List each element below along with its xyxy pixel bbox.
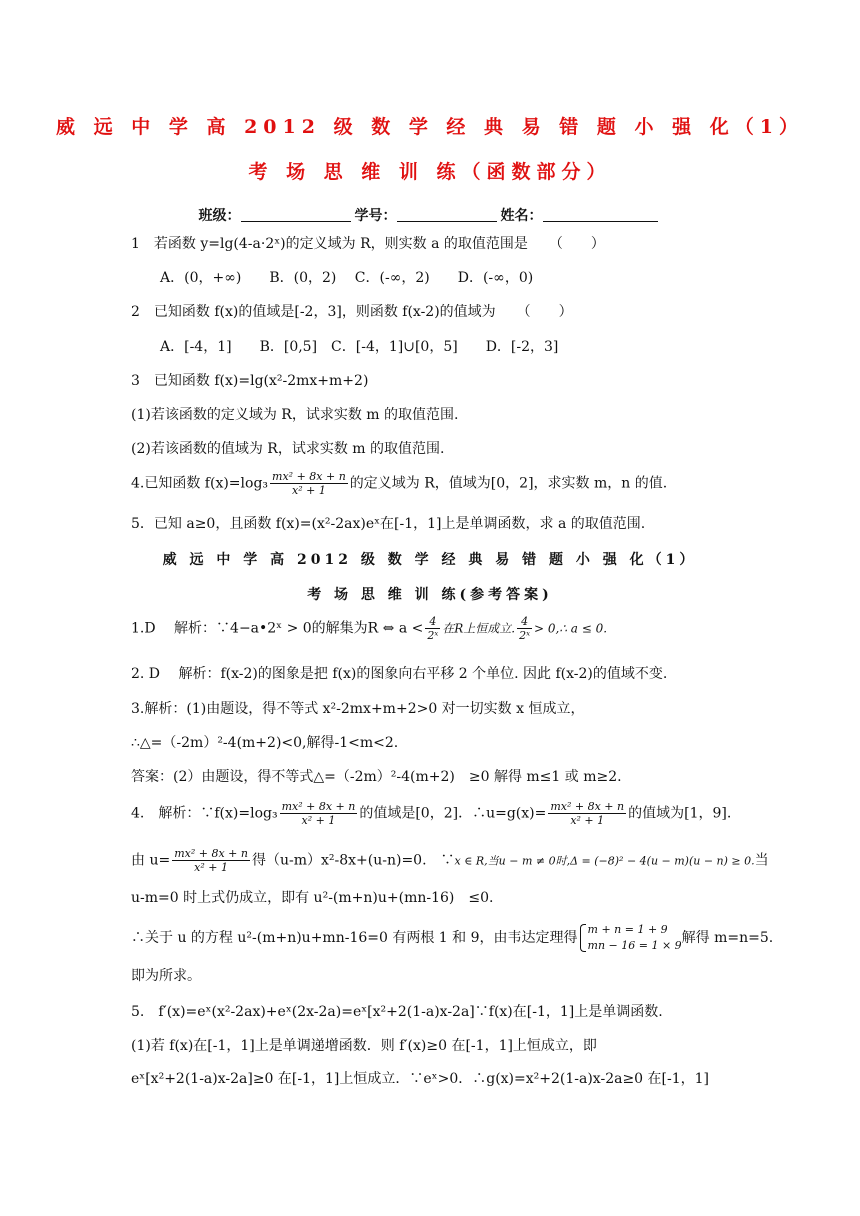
answer-5-line-2: (1)若 f(x)在[-1，1]上是单调递增函数．则 f′(x)≥0 在[-1，1]上恒成立，即 [131, 1038, 597, 1054]
answer-4-fraction-2 [548, 800, 626, 827]
question-4 [131, 470, 667, 497]
question-1-options: A．(0，+∞) B．(0，2) C．(-∞，2) D．(-∞，0) [160, 270, 534, 286]
student-id-label: 学号： [354, 208, 397, 224]
question-3: 3 已知函数 f(x)=lg(x²-2mx+m+2) [131, 373, 369, 389]
fraction-denominator: x² + 1 [301, 814, 336, 827]
answer-4-l4-suffix: 解得 m=n=5. [681, 930, 774, 946]
question-1: 1 若函数 y=lg(4-a·2ˣ)的定义域为 R，则实数 a 的取值范围是 （ ） [131, 236, 605, 252]
answer-3-line-2: ∴△=（-2m）²-4(m+2)<0,解得-1<m<2. [131, 735, 399, 751]
question-4-suffix: 的定义域为 R，值域为[0，2]，求实数 m，n 的值. [349, 475, 668, 492]
answer-4-suffix: 的值域为[1，9]. [628, 805, 732, 822]
answer-1-fraction-1 [425, 615, 440, 642]
answer-3-line-3: 答案：(2）由题设，得不等式△=（-2m）²-4(m+2) ≥0 解得 m≤1 或 m≥2. [131, 769, 622, 785]
fraction-numerator: mx² + 8x + n [174, 847, 248, 860]
answer-4-l2-prefix: 由 u= [131, 852, 171, 869]
question-5: 5．已知 a≥0，且函数 f(x)=(x²-2ax)eˣ在[-1，1]上是单调函数，求 a 的取值范围. [131, 516, 646, 532]
answer-4-prefix: 4. 解析：∵f(x)=log₃ [131, 805, 278, 822]
fraction-denominator: x² + 1 [570, 814, 605, 827]
answer-4-l4-prefix: ∴关于 u 的方程 u²-(m+n)u+mn-16=0 有两根 1 和 9，由韦达定理得 [131, 930, 578, 946]
answer-4-fraction-1 [280, 800, 358, 827]
answer-2: 2. D 解析：f(x-2)的图象是把 f(x)的图象向右平移 2 个单位. 因此 f(x-2)的值域不变. [131, 666, 668, 682]
answer-4-line-3: u-m=0 时上式仍成立，即有 u²-(m+n)u+(mn-16) ≤0. [131, 890, 494, 906]
fraction-numerator: 4 [517, 615, 532, 629]
page-title: 威 远 中 学 高 2012 级 数 学 经 典 易 错 题 小 强 化（1） [56, 116, 804, 138]
answer-section-subtitle: 考 场 思 维 训 练(参考答案) [307, 587, 553, 603]
question-4-prefix: 4.已知函数 f(x)=log₃ [131, 475, 269, 492]
answer-1-prefix: 1.D 解析：∵4−a•2ˣ > 0的解集为R ⇔ a < [131, 620, 424, 637]
answer-1 [131, 615, 607, 642]
answer-4-line-4 [131, 922, 773, 954]
answer-3-line-1: 3.解析：(1)由题设，得不等式 x²-2mx+m+2>0 对一切实数 x 恒成立， [131, 701, 585, 717]
fraction-numerator: mx² + 8x + n [550, 800, 625, 813]
answer-5-line-1: 5. f′(x)=eˣ(x²-2ax)+eˣ(2x-2a)=eˣ[x²+2(1-a)x-2a]∵f(x)在[-1，1]上是单调函数. [131, 1004, 663, 1020]
question-2: 2 已知函数 f(x)的值域是[-2，3]，则函数 f(x-2)的值域为 （ ） [131, 304, 573, 320]
answer-4-middle: 的值域是[0，2]．∴u=g(x)= [359, 805, 547, 822]
answer-4-fraction-3 [172, 847, 250, 874]
answer-4-l2-math: x ∈ R,当u − m ≠ 0时,Δ = (−8)² − 4(u − m)(u − n) ≥ 0. [454, 854, 755, 868]
fraction-numerator: mx² + 8x + n [281, 800, 356, 813]
fraction-denominator: x² + 1 [194, 861, 228, 874]
answer-4-line-2 [131, 847, 769, 874]
fraction-numerator: 4 [425, 615, 440, 629]
question-4-fraction [270, 470, 348, 497]
answer-1-middle: 在R上恒成立. [442, 621, 516, 636]
fraction-denominator: 2ˣ [427, 629, 439, 642]
page-subtitle: 考 场 思 维 训 练（函数部分） [248, 161, 612, 183]
class-label: 班级： [198, 208, 241, 224]
class-blank[interactable] [241, 207, 351, 222]
question-2-options: A．[-4，1] B．[0,5] C．[-4，1]∪[0，5] D．[-2，3] [160, 339, 559, 355]
answer-5-line-3: eˣ[x²+2(1-a)x-2a]≥0 在[-1，1]上恒成立．∵eˣ>0．∴g(x)=x²+2(1-a)x-2a≥0 在[-1，1] [131, 1071, 709, 1087]
answer-4-line-1 [131, 800, 731, 827]
equation-system [578, 922, 682, 954]
equation-2: mn − 16 = 1 × 9 [587, 939, 682, 952]
student-id-blank[interactable] [397, 207, 497, 222]
name-label: 姓名： [500, 208, 543, 224]
question-3-part-1: (1)若该函数的定义域为 R，试求实数 m 的取值范围. [131, 407, 459, 423]
fraction-denominator: 2ˣ [519, 629, 531, 642]
question-3-part-2: (2)若该函数的值域为 R，试求实数 m 的取值范围. [131, 441, 445, 457]
answer-4-l2-suffix: 当 [754, 852, 769, 869]
answer-1-suffix: > 0,∴ a ≤ 0. [534, 621, 608, 636]
answer-1-fraction-2 [517, 615, 532, 642]
answer-4-l2-middle: 得（u-m）x²-8x+(u-n)=0. ∵ [251, 852, 455, 869]
answer-4-line-5: 即为所求。 [131, 968, 201, 984]
fraction-numerator: mx² + 8x + n [272, 470, 346, 483]
equation-1: m + n = 1 + 9 [587, 923, 668, 936]
name-blank[interactable] [543, 207, 658, 222]
answer-section-title: 威 远 中 学 高 2012 级 数 学 经 典 易 错 题 小 强 化（1） [162, 552, 698, 568]
student-info-row [0, 206, 860, 226]
fraction-denominator: x² + 1 [292, 484, 326, 497]
